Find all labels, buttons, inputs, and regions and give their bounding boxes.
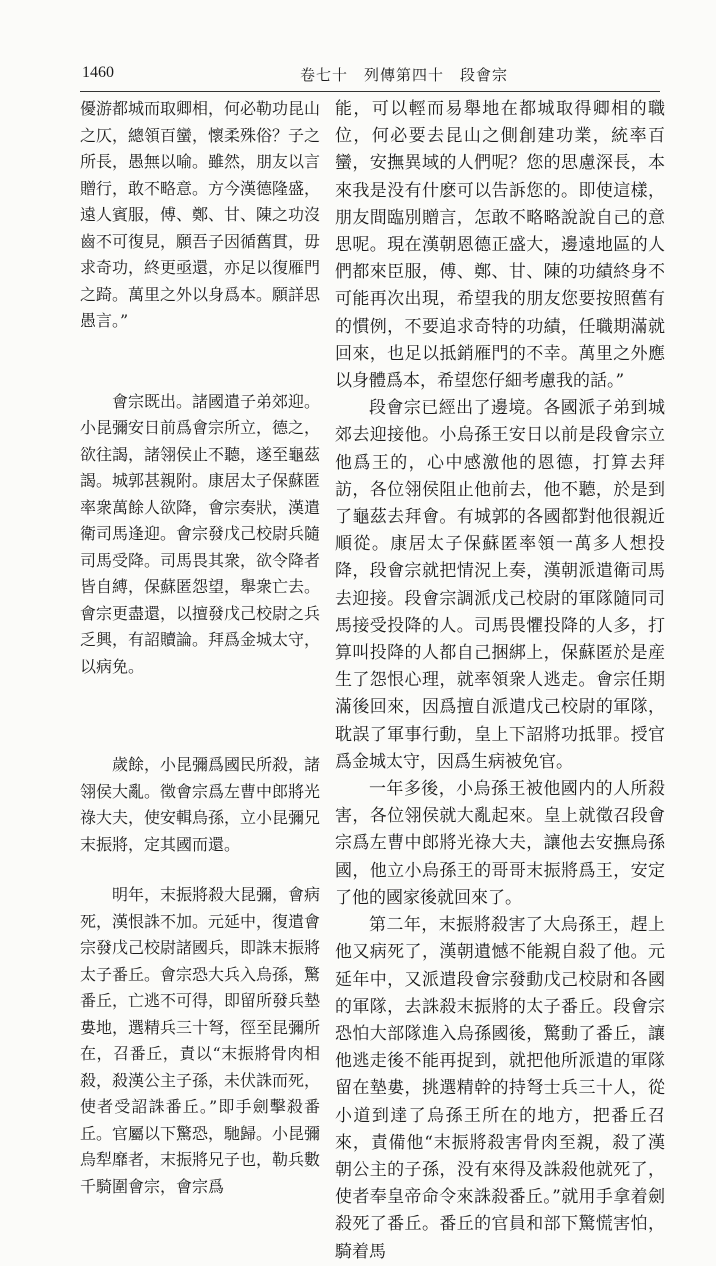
classical-paragraph: 歲餘，小昆彌爲國民所殺，諸翎侯大亂。徵會宗爲左曹中郎將光祿大夫，使安輯烏孫，立小昆彌兄末振將，定其國而還。 [80, 755, 321, 854]
page-number: 1460 [82, 64, 114, 81]
page-header [0, 62, 716, 88]
running-head: 卷七十 列傳第四十 段會宗 [300, 66, 509, 84]
header-rule [80, 91, 660, 92]
translation-paragraph: 第二年，末振將殺害了大烏孫王，趕上他又病死了，漢朝遺憾不能親自殺了他。元延年中，又派遣段會宗發動戊己校尉和各國的軍隊，去誅殺末振將的太子番丘。段會宗恐怕大部隊進入烏孫國後，驚動了番丘，讓他逃走後不能再捉到，就把他所派遣的軍隊留在墊婁，挑選精幹的持弩士兵三十人，從小道到達了烏孫王所在的地方，把番丘召來，責備他“末振將殺害骨肉至親，殺了漢朝公主的子孫，没有來得及誅殺他就死了，使者奉皇帝命令來誅殺番丘。”就用手拿着劍殺死了番丘。番丘的官員和部下驚慌害怕，騎着馬 [335, 915, 665, 1262]
translation-paragraph: 一年多後，小烏孫王被他國内的人所殺害，各位翎侯就大亂起來。皇上就徵召段會宗爲左曹中郎將光祿大夫，讓他去安撫烏孫國，他立小烏孫王的哥哥末振將爲王，安定了他的國家後就回來了。 [335, 779, 665, 908]
classical-paragraph: 會宗既出。諸國遣子弟郊迎。小昆彌安日前爲會宗所立，德之，欲往謁，諸翎侯止不聽，遂至龜茲謁。城郭甚親附。康居太子保蘇匿率衆萬餘人欲降，會宗奏狀，漢遣衛司馬逢迎。會宗發戊己校尉兵隨司馬受降。司馬畏其衆，欲令降者皆自縛，保蘇匿怨望，舉衆亡去。會宗更盡還，以擅發戊己校尉之兵乏興，有詔贖論。拜爲金城太守，以病免。 [80, 391, 321, 676]
translation-column [335, 96, 665, 1266]
translation-paragraph: 能，可以輕而易舉地在都城取得卿相的職位，何必要去昆山之側創建功業，統率百蠻，安撫異域的人們呢？您的思慮深長，本來我是没有什麽可以告訴您的。即使這樣，朋友間臨別贈言，怎敢不略略說說自己的意思呢。現在漢朝恩德正盛大，邊遠地區的人們都來臣服，傅、鄭、甘、陳的功績終身不可能再次出現，希望我的朋友您要按照舊有的慣例，不要追求奇特的功績，任職期滿就回來，也足以抵銷雁門的不幸。萬里之外應以身體爲本，希望您仔細考慮我的話。” [335, 99, 665, 392]
classical-text-column [80, 96, 320, 1200]
translation-paragraph: 段會宗已經出了邊境。各國派子弟到城郊去迎接他。小烏孫王安日以前是段會宗立他爲王的，心中感激他的恩德，打算去拜訪，各位翎侯阻止他前去，他不聽，於是到了龜茲去拜會。有城郭的各國都對他很親近順從。康居太子保蘇匿率領一萬多人想投降，段會宗就把情況上奏，漢朝派遣衛司馬去迎接。段會宗調派戊己校尉的軍隊隨同司馬接受投降的人。司馬畏懼投降的人多，打算叫投降的人都自己捆綁上，保蘇匿於是産生了怨恨心理，就率領衆人逃走。會宗任期滿後回來，因爲擅自派遣戊己校尉的軍隊，耽誤了軍事行動，皇上下詔將功抵罪。授官爲金城太守，因爲生病被免官。 [335, 398, 665, 772]
classical-paragraph: 明年，末振將殺大昆彌，會病死，漢恨誅不加。元延中，復遣會宗發戊己校尉諸國兵，即誅末振將太子番丘。會宗恐大兵入烏孫，驚番丘，亡逃不可得，即留所發兵墊婁地，選精兵三十弩，徑至昆彌所在，召番丘，責以“末振將骨肉相殺，殺漢公主子孫，未伏誅而死，使者受詔誅番丘。”即手劍擊殺番丘。官屬以下驚恐，馳歸。小昆彌烏犁靡者，末振將兄子也，勒兵數千騎圍會宗，會宗爲 [80, 885, 321, 1196]
classical-paragraph: 優游都城而取卿相，何必勒功昆山之仄，總領百蠻，懷柔殊俗？子之所長，愚無以喻。雖然，朋友以言贈行，敢不略意。方今漢德隆盛，遠人賓服，傅、鄭、甘、陳之功沒齒不可復見，願吾子因循舊貫，毋求奇功，終更亟還，亦足以復雁門之踦。萬里之外以身爲本。願詳思愚言。” [80, 99, 321, 330]
